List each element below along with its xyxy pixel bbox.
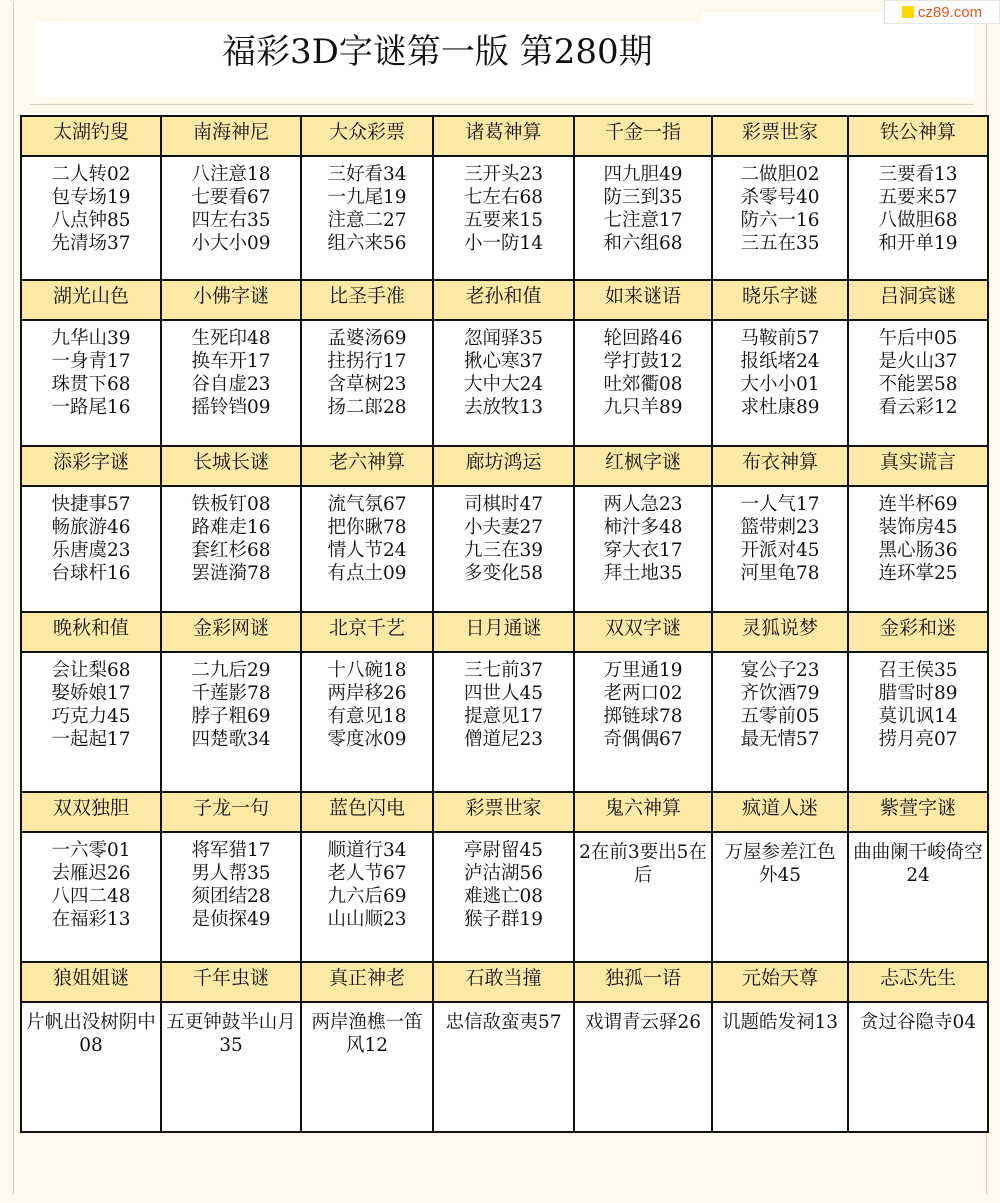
riddle-cell <box>848 1002 988 1132</box>
riddle-line: 掷链球78 <box>603 706 683 727</box>
author-name-cell: 忐忑先生 <box>848 962 988 1002</box>
riddle-lines <box>302 1003 432 1057</box>
riddle-line: 去放牧13 <box>463 397 544 418</box>
riddle-line: 一身青17 <box>51 351 131 372</box>
riddle-lines <box>713 653 847 751</box>
riddle-line: 黑心肠36 <box>878 540 958 561</box>
riddle-cell <box>433 652 574 792</box>
riddle-line: 一九尾19 <box>327 187 407 208</box>
riddle-cell <box>574 1002 712 1132</box>
riddle-lines <box>434 1003 573 1034</box>
riddle-cell <box>574 320 712 446</box>
riddle-cell <box>161 320 301 446</box>
riddle-line: 顺道行34 <box>327 840 407 861</box>
author-name-cell: 独孤一语 <box>574 962 712 1002</box>
riddle-lines <box>849 321 987 419</box>
riddle-line: 将军猎17 <box>191 840 271 861</box>
riddle-line: 先清场37 <box>51 233 131 254</box>
author-name-cell: 晓乐字谜 <box>712 280 848 320</box>
riddle-cell <box>161 832 301 962</box>
riddle-cell <box>848 320 988 446</box>
riddle-line: 提意见17 <box>463 706 544 727</box>
riddle-lines <box>302 321 432 419</box>
site-watermark[interactable] <box>884 0 1000 24</box>
riddle-line: 套红杉68 <box>191 540 271 561</box>
riddle-line: 五零前05 <box>740 706 820 727</box>
riddle-lines <box>162 157 300 255</box>
riddle-line: 拜土地35 <box>603 563 683 584</box>
riddle-line: 一起起17 <box>51 729 131 750</box>
riddle-cell <box>712 1002 848 1132</box>
author-name-cell: 鬼六神算 <box>574 792 712 832</box>
riddle-line: 忽闻驿35 <box>463 328 544 349</box>
riddle-line: 珠贯下68 <box>51 374 131 395</box>
riddle-line: 包专场19 <box>51 187 131 208</box>
riddle-lines <box>302 487 432 585</box>
riddle-lines <box>162 487 300 585</box>
riddle-lines <box>22 653 160 751</box>
riddle-line: 老两口02 <box>603 683 683 704</box>
author-name-cell: 金彩和迷 <box>848 612 988 652</box>
author-name-cell: 金彩网谜 <box>161 612 301 652</box>
riddle-line: 情人节24 <box>327 540 407 561</box>
riddle-line: 在福彩13 <box>51 909 131 930</box>
riddle-line: 僧道尼23 <box>463 729 544 750</box>
riddle-lines <box>434 321 573 419</box>
riddle-line: 八注意18 <box>191 164 271 185</box>
riddle-line: 万屋参差江色外45 <box>724 842 836 886</box>
content-row <box>21 320 988 446</box>
riddle-line: 一人气17 <box>740 494 820 515</box>
riddle-line: 连环掌25 <box>878 563 958 584</box>
author-name-cell: 疯道人迷 <box>712 792 848 832</box>
riddle-line: 含草树23 <box>327 374 407 395</box>
riddle-line: 亭尉留45 <box>463 840 544 861</box>
riddle-line: 小夫妻27 <box>463 517 544 538</box>
riddle-cell <box>712 320 848 446</box>
riddle-line: 三要看13 <box>878 164 958 185</box>
riddle-line: 片帆出没树阴中08 <box>26 1012 156 1056</box>
riddle-line: 去雁迟26 <box>51 863 131 884</box>
riddle-lines <box>713 833 847 887</box>
riddle-line: 巧克力45 <box>51 706 131 727</box>
content-row <box>21 486 988 612</box>
author-name-cell: 红枫字谜 <box>574 446 712 486</box>
riddle-cell <box>301 652 433 792</box>
riddle-cell <box>21 652 161 792</box>
author-name-cell: 如来谜语 <box>574 280 712 320</box>
author-name-cell: 湖光山色 <box>21 280 161 320</box>
square-icon <box>902 6 914 18</box>
author-name-cell: 日月通谜 <box>433 612 574 652</box>
author-name-cell: 石敢当撞 <box>433 962 574 1002</box>
riddle-line: 路难走16 <box>191 517 271 538</box>
riddle-line: 最无情57 <box>740 729 820 750</box>
riddle-line: 开派对45 <box>740 540 820 561</box>
riddle-lines <box>162 653 300 751</box>
riddle-line: 谷自虚23 <box>191 374 271 395</box>
riddle-line: 和开单19 <box>878 233 958 254</box>
riddle-cell <box>433 486 574 612</box>
riddle-cell <box>21 156 161 280</box>
riddle-line: 马鞍前57 <box>740 328 820 349</box>
riddle-cell <box>848 486 988 612</box>
riddle-lines <box>302 157 432 255</box>
riddle-line: 防六一16 <box>740 210 820 231</box>
author-name-cell: 铁公神算 <box>848 116 988 156</box>
riddle-line: 注意二27 <box>327 210 407 231</box>
riddle-cell <box>712 652 848 792</box>
content-row <box>21 652 988 792</box>
riddle-line: 轮回路46 <box>603 328 683 349</box>
riddle-cell <box>21 1002 161 1132</box>
riddle-cell <box>433 1002 574 1132</box>
riddle-lines <box>22 157 160 255</box>
riddle-line: 是侦探49 <box>191 909 271 930</box>
author-name-cell: 诸葛神算 <box>433 116 574 156</box>
riddle-line: 贪过谷隐寺04 <box>859 1012 977 1033</box>
riddle-cell <box>301 486 433 612</box>
riddle-line: 七左右68 <box>463 187 544 208</box>
riddle-line: 二九后29 <box>191 660 271 681</box>
riddle-line: 脖子粗69 <box>191 706 271 727</box>
riddle-lines <box>302 653 432 751</box>
author-name-cell: 比圣手准 <box>301 280 433 320</box>
riddle-line: 九三在39 <box>463 540 544 561</box>
riddle-line: 讥题皓发祠13 <box>721 1012 839 1033</box>
riddle-line: 两岸移26 <box>327 683 407 704</box>
riddle-lines <box>849 653 987 751</box>
riddle-line: 娶娇娘17 <box>51 683 131 704</box>
header-divider <box>30 104 974 105</box>
riddle-cell <box>161 652 301 792</box>
riddle-line: 泸沽湖56 <box>463 863 544 884</box>
author-name-cell: 灵狐说梦 <box>712 612 848 652</box>
riddle-line: 流气氛67 <box>327 494 407 515</box>
author-name-cell: 添彩字谜 <box>21 446 161 486</box>
author-name-cell: 狼姐姐谜 <box>21 962 161 1002</box>
riddle-cell <box>21 320 161 446</box>
riddle-lines <box>162 321 300 419</box>
author-name-cell: 元始天尊 <box>712 962 848 1002</box>
author-name-cell: 紫萱字谜 <box>848 792 988 832</box>
riddle-line: 换车开17 <box>191 351 271 372</box>
riddle-line: 两人急23 <box>603 494 683 515</box>
riddle-line: 两岸渔樵一笛风12 <box>311 1012 423 1056</box>
riddle-lines <box>575 833 711 887</box>
riddle-line: 穿大衣17 <box>603 540 683 561</box>
riddle-lines <box>302 833 432 931</box>
riddle-line: 孟婆汤69 <box>327 328 407 349</box>
riddle-line: 九六后69 <box>327 886 407 907</box>
riddle-line: 司棋时47 <box>463 494 544 515</box>
riddle-line: 七要看67 <box>191 187 271 208</box>
riddle-line: 大小小01 <box>740 374 820 395</box>
riddle-cell <box>848 156 988 280</box>
title-banner-right <box>702 12 975 97</box>
riddle-line: 把你瞅78 <box>327 517 407 538</box>
riddle-lines <box>434 487 573 585</box>
riddle-line: 是火山37 <box>878 351 958 372</box>
content-row <box>21 832 988 962</box>
author-name-cell: 长城长谜 <box>161 446 301 486</box>
riddle-line: 三七前37 <box>463 660 544 681</box>
author-name-cell: 吕洞宾谜 <box>848 280 988 320</box>
author-name-cell: 大众彩票 <box>301 116 433 156</box>
riddle-line: 山山顺23 <box>327 909 407 930</box>
riddle-line: 快捷事57 <box>51 494 131 515</box>
riddle-line: 畅旅游46 <box>51 517 131 538</box>
riddle-line: 难逃亡08 <box>463 886 544 907</box>
riddle-lines <box>22 487 160 585</box>
riddle-line: 七注意17 <box>603 210 683 231</box>
header-row <box>21 792 988 832</box>
author-name-cell: 双双字谜 <box>574 612 712 652</box>
riddle-line: 连半杯69 <box>878 494 958 515</box>
riddle-line: 乐唐虞23 <box>51 540 131 561</box>
riddle-line: 扬二郎28 <box>327 397 407 418</box>
riddle-lines <box>849 487 987 585</box>
header-row <box>21 280 988 320</box>
riddle-lines <box>713 487 847 585</box>
riddle-line: 吐郊衢08 <box>603 374 683 395</box>
riddle-line: 万里通19 <box>603 660 683 681</box>
author-name-cell: 廊坊鸿运 <box>433 446 574 486</box>
riddle-lines <box>434 653 573 751</box>
riddle-line: 九华山39 <box>51 328 131 349</box>
content-row <box>21 1002 988 1132</box>
riddle-cell <box>21 832 161 962</box>
riddle-line: 防三到35 <box>603 187 683 208</box>
author-name-cell: 彩票世家 <box>433 792 574 832</box>
riddle-line: 八做胆68 <box>878 210 958 231</box>
riddle-cell <box>433 156 574 280</box>
header-row <box>21 962 988 1002</box>
riddle-line: 五要来57 <box>878 187 958 208</box>
riddle-line: 看云彩12 <box>878 397 958 418</box>
riddle-lines <box>713 1003 847 1034</box>
riddle-line: 有意见18 <box>327 706 407 727</box>
author-name-cell: 子龙一句 <box>161 792 301 832</box>
author-name-cell: 真实谎言 <box>848 446 988 486</box>
riddle-line: 须团结28 <box>191 886 271 907</box>
author-name-cell: 老六神算 <box>301 446 433 486</box>
riddle-cell <box>433 320 574 446</box>
riddle-line: 八点钟85 <box>51 210 131 231</box>
riddle-line: 大中大24 <box>463 374 544 395</box>
riddle-lines <box>162 1003 300 1057</box>
riddle-lines <box>22 1003 160 1057</box>
page-title: 福彩3D字谜第一版 第280期 <box>222 32 653 72</box>
riddle-line: 小一防14 <box>463 233 544 254</box>
riddle-line: 忠信敌蛮夷57 <box>445 1012 562 1033</box>
riddle-cell <box>301 1002 433 1132</box>
riddle-line: 曲曲阑干峻倚空24 <box>853 842 983 886</box>
riddle-cell <box>574 156 712 280</box>
riddle-line: 篮带刺23 <box>740 517 820 538</box>
riddle-line: 五更钟鼓半山月35 <box>166 1012 296 1056</box>
riddle-lines <box>849 157 987 255</box>
author-name-cell: 北京千艺 <box>301 612 433 652</box>
riddle-line: 不能罢58 <box>878 374 958 395</box>
author-name-cell: 老孙和值 <box>433 280 574 320</box>
author-name-cell: 小佛字谜 <box>161 280 301 320</box>
riddle-line: 老人节67 <box>327 863 407 884</box>
riddle-line: 生死印48 <box>191 328 271 349</box>
content-row <box>21 156 988 280</box>
riddle-lines <box>575 653 711 751</box>
riddle-cell <box>301 156 433 280</box>
riddle-line: 河里龟78 <box>740 563 820 584</box>
riddle-line: 小大小09 <box>191 233 271 254</box>
riddle-line: 腊雪时89 <box>878 683 958 704</box>
riddle-lines <box>713 157 847 255</box>
author-name-cell: 真正神老 <box>301 962 433 1002</box>
riddle-cell <box>433 832 574 962</box>
riddle-lines <box>434 833 573 931</box>
riddle-line: 齐饮酒79 <box>740 683 820 704</box>
riddle-line: 二人转02 <box>51 164 131 185</box>
riddle-line: 摇铃铛09 <box>191 397 271 418</box>
riddle-line: 猴子群19 <box>463 909 544 930</box>
riddle-line: 四世人45 <box>463 683 544 704</box>
header-row <box>21 116 988 156</box>
riddle-table <box>20 115 989 1133</box>
riddle-lines <box>713 321 847 419</box>
riddle-cell <box>712 486 848 612</box>
riddle-lines <box>575 321 711 419</box>
riddle-line: 十八碗18 <box>327 660 407 681</box>
riddle-cell <box>161 156 301 280</box>
riddle-line: 千莲影78 <box>191 683 271 704</box>
riddle-line: 三开头23 <box>463 164 544 185</box>
riddle-lines <box>849 833 987 887</box>
riddle-cell <box>301 320 433 446</box>
riddle-line: 八四二48 <box>51 886 131 907</box>
riddle-line: 零度冰09 <box>327 729 407 750</box>
author-name-cell: 彩票世家 <box>712 116 848 156</box>
riddle-line: 会让梨68 <box>51 660 131 681</box>
riddle-line: 学打鼓12 <box>603 351 683 372</box>
riddle-line: 装饰房45 <box>878 517 958 538</box>
riddle-line: 罢涟漪78 <box>191 563 271 584</box>
riddle-cell <box>712 832 848 962</box>
riddle-line: 戏谓青云驿26 <box>584 1012 702 1033</box>
author-name-cell: 布衣神算 <box>712 446 848 486</box>
riddle-line: 台球杆16 <box>51 563 131 584</box>
riddle-line: 九只羊89 <box>603 397 683 418</box>
author-name-cell: 双双独胆 <box>21 792 161 832</box>
riddle-line: 杀零号40 <box>740 187 820 208</box>
riddle-line: 拄拐行17 <box>327 351 407 372</box>
riddle-line: 一路尾16 <box>51 397 131 418</box>
riddle-line: 宴公子23 <box>740 660 820 681</box>
riddle-cell <box>848 652 988 792</box>
riddle-lines <box>849 1003 987 1034</box>
riddle-line: 三好看34 <box>327 164 407 185</box>
riddle-line: 组六来56 <box>327 233 407 254</box>
author-name-cell: 千年虫谜 <box>161 962 301 1002</box>
riddle-cell <box>574 652 712 792</box>
watermark-text: cz89.com <box>917 3 983 21</box>
riddle-cell <box>21 486 161 612</box>
riddle-cell <box>848 832 988 962</box>
riddle-line: 求杜康89 <box>740 397 820 418</box>
riddle-cell <box>161 1002 301 1132</box>
riddle-line: 报纸堵24 <box>740 351 820 372</box>
header-row <box>21 612 988 652</box>
riddle-cell <box>301 832 433 962</box>
riddle-line: 一六零01 <box>51 840 131 861</box>
riddle-line: 四九胆49 <box>603 164 683 185</box>
riddle-line: 召王侯35 <box>878 660 958 681</box>
riddle-cell <box>574 486 712 612</box>
riddle-line: 柿汁多48 <box>603 517 683 538</box>
riddle-cell <box>161 486 301 612</box>
riddle-line: 揪心寒37 <box>463 351 544 372</box>
riddle-cell <box>712 156 848 280</box>
riddle-line: 五要来15 <box>463 210 544 231</box>
riddle-line: 四左右35 <box>191 210 271 231</box>
riddle-line: 四楚歌34 <box>191 729 271 750</box>
riddle-line: 和六组68 <box>603 233 683 254</box>
riddle-line: 三五在35 <box>740 233 820 254</box>
riddle-lines <box>575 1003 711 1034</box>
riddle-line: 捞月亮07 <box>878 729 958 750</box>
riddle-line: 铁板钉08 <box>191 494 271 515</box>
riddle-cell <box>574 832 712 962</box>
riddle-line: 2在前3要出5在后 <box>579 842 707 886</box>
author-name-cell: 晚秋和值 <box>21 612 161 652</box>
riddle-line: 莫讥讽14 <box>878 706 958 727</box>
riddle-lines <box>575 487 711 585</box>
riddle-line: 午后中05 <box>878 328 958 349</box>
riddle-lines <box>22 321 160 419</box>
author-name-cell: 蓝色闪电 <box>301 792 433 832</box>
riddle-lines <box>22 833 160 931</box>
riddle-line: 奇偶偶67 <box>603 729 683 750</box>
riddle-lines <box>434 157 573 255</box>
author-name-cell: 千金一指 <box>574 116 712 156</box>
author-name-cell: 太湖钓叟 <box>21 116 161 156</box>
riddle-line: 男人帮35 <box>191 863 271 884</box>
riddle-lines <box>162 833 300 931</box>
riddle-line: 多变化58 <box>463 563 544 584</box>
riddle-lines <box>575 157 711 255</box>
header-row <box>21 446 988 486</box>
riddle-line: 有点土09 <box>327 563 407 584</box>
author-name-cell: 南海神尼 <box>161 116 301 156</box>
riddle-line: 二做胆02 <box>740 164 820 185</box>
